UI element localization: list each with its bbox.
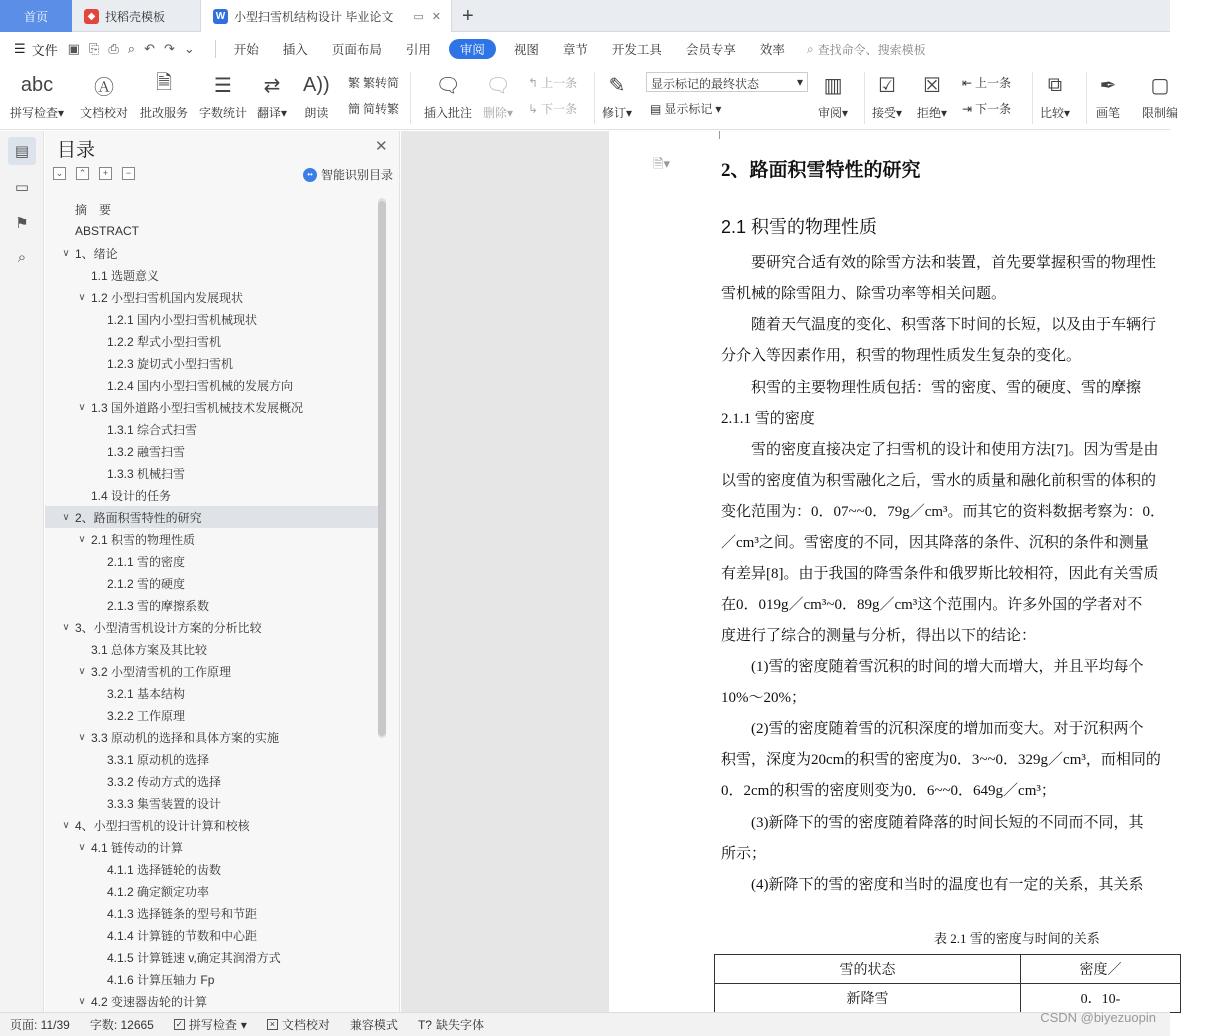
track-changes-label: 修订 <box>602 106 627 120</box>
chevron-down-icon[interactable]: ∨ <box>78 665 86 677</box>
smart-toc-icon: •• <box>303 168 317 182</box>
toc-item-label: 4.1.3 选择链条的型号和节距 <box>107 906 258 921</box>
toc-item[interactable] <box>45 242 380 264</box>
toc-item[interactable] <box>45 572 380 594</box>
docer-logo-icon: ◆ <box>84 9 99 24</box>
restrict-edit-label: 限制编 <box>1142 106 1179 120</box>
toc-item[interactable] <box>45 682 380 704</box>
missing-font-icon: T? <box>417 1017 432 1032</box>
toc-item-label: 1.3.2 融雪扫雪 <box>107 444 186 459</box>
word-doc-icon: W <box>213 9 228 24</box>
batch-service-label: 批改服务 <box>140 106 189 120</box>
chevron-down-icon[interactable]: ∨ <box>62 819 70 831</box>
paragraph-line: 度进行了综合的测量与分析，得出以下的结论： <box>721 628 1037 644</box>
file-menu-label: 文件 <box>31 42 58 58</box>
accept-button[interactable]: ☑ 接受▾ <box>872 70 902 121</box>
table-row <box>715 984 1181 1013</box>
paragraph-line: 积雪，深度为20cm的积雪的密度为0．3~~0．329g／cm³，而相同的 <box>721 752 1161 768</box>
toc-item-label: ABSTRACT <box>75 224 140 238</box>
paragraph-line: 以雪的密度值为积雪融化之后，雪水的质量和融化前积雪的体积的 <box>721 473 1157 489</box>
review-pane-label: 审阅 <box>818 106 843 120</box>
paragraph-line: 10%～20%； <box>721 690 806 706</box>
toc-item-label: 3.2.1 基本结构 <box>107 686 186 701</box>
toc-panel-icon[interactable]: ▤ <box>8 137 36 165</box>
toc-item-label: 3.3.2 传动方式的选择 <box>107 774 222 789</box>
toc-item-label: 2.1.1 雪的密度 <box>107 554 186 569</box>
close-icon[interactable]: ✕ <box>375 138 388 155</box>
density-table <box>714 954 1181 1013</box>
menu-efficiency[interactable]: 效率 <box>759 43 785 57</box>
compare-label: 比较 <box>1040 106 1065 120</box>
toc-item[interactable] <box>45 770 380 792</box>
toc-item[interactable] <box>45 792 380 814</box>
prev-change-icon: ⇤ <box>962 75 973 90</box>
toc-item-label: 1.2.3 旋切式小型扫雪机 <box>107 356 234 371</box>
paragraph-line: ／cm³之间。雪密度的不同，因其降落的条件、沉积的条件和测量 <box>721 535 1149 551</box>
menu-developer[interactable]: 开发工具 <box>611 43 662 57</box>
toc-item-label: 1.2.4 国内小型扫雪机械的发展方向 <box>107 378 294 393</box>
page-count[interactable]: 页面: 11/39 <box>10 1018 70 1032</box>
paragraph-line: 随着天气温度的变化、积雪落下时间的长短，以及由于车辆行 <box>751 317 1157 333</box>
spellcheck-button[interactable]: abc 拼写检查▾ <box>10 70 64 121</box>
review-ribbon <box>0 66 1179 130</box>
chevron-down-icon[interactable]: ∨ <box>62 511 70 523</box>
toc-item[interactable] <box>45 814 380 836</box>
spellcheck-label: 拼写检查 <box>10 106 59 120</box>
toc-item[interactable] <box>45 330 380 352</box>
track-changes-icon: ✎ <box>608 74 626 97</box>
chapter-nav-icon[interactable]: ▭ <box>14 179 30 196</box>
show-markup-icon: ▤ <box>650 101 662 116</box>
track-changes-button[interactable]: ✎ 修订▾ <box>602 70 632 121</box>
simp-to-trad-button[interactable] <box>348 100 399 117</box>
pen-icon: ✒ <box>1099 74 1117 97</box>
translate-label: 翻译 <box>257 106 282 120</box>
toc-item[interactable] <box>45 858 380 880</box>
show-markup-label: 显示标记 <box>664 102 713 116</box>
quick-access-toolbar <box>68 41 209 57</box>
tab-home[interactable] <box>0 0 72 32</box>
watermark: CSDN @biyezuopin <box>1040 1010 1156 1025</box>
doccheck-label: 文档校对 <box>80 106 129 120</box>
toc-item-label: 1.2.1 国内小型扫雪机械现状 <box>107 312 258 327</box>
markup-mode-select[interactable] <box>646 72 808 92</box>
reject-label: 拒绝 <box>917 106 942 120</box>
tab-bar <box>0 0 1170 32</box>
toc-item-label: 3.3.3 集雪装置的设计 <box>107 796 222 811</box>
document-area <box>401 131 1170 1012</box>
restrict-edit-button[interactable] <box>1142 70 1178 121</box>
ribbon-separator <box>410 72 411 124</box>
translate-icon: ⇄ <box>263 74 281 97</box>
toc-item[interactable] <box>45 836 380 858</box>
paragraph-line: 积雪的主要物理性质包括：雪的密度、雪的硬度、雪的摩擦 <box>751 380 1142 396</box>
chevron-down-icon[interactable]: ∨ <box>78 841 86 853</box>
toc-item[interactable] <box>45 396 380 418</box>
toc-item-label: 1.3.1 综合式扫雪 <box>107 422 198 437</box>
smart-toc-button[interactable] <box>303 166 393 183</box>
toc-item-label: 1.4 设计的任务 <box>91 488 172 503</box>
heading-chapter: 2、路面积雪特性的研究 <box>721 160 921 181</box>
menu-start[interactable]: 开始 <box>233 43 259 57</box>
next-change-icon: ⇥ <box>962 101 973 116</box>
table-caption: 表 2.1 雪的密度与时间的关系 <box>934 931 1100 946</box>
reject-icon: ☒ <box>923 74 941 97</box>
trad-to-simp-icon: 繁 <box>348 76 361 90</box>
toc-item-label: 3.3 原动机的选择和具体方案的实施 <box>91 730 280 745</box>
toc-item[interactable] <box>45 748 380 770</box>
status-bar <box>0 1012 1170 1036</box>
spellcheck-toggle[interactable]: ✓ 拼写检查 ▾ <box>175 1017 247 1032</box>
tab-document-label: 小型扫雪机结构设计 毕业论文 <box>234 9 394 24</box>
toc-item[interactable] <box>45 286 380 308</box>
new-tab-button[interactable]: + <box>462 5 474 27</box>
toc-item-label: 1.2 小型扫雪机国内发展现状 <box>91 290 244 305</box>
chevron-down-icon[interactable]: ∨ <box>78 401 86 413</box>
delete-comment-button[interactable]: 🗨 删除▾ <box>483 70 513 121</box>
toc-item-label: 4.1.1 选择链轮的齿数 <box>107 862 222 877</box>
missing-font-button[interactable] <box>408 1016 494 1033</box>
insert-comment-button[interactable] <box>424 70 472 121</box>
read-aloud-button[interactable] <box>303 70 330 121</box>
next-change-label: 下一条 <box>975 102 1012 116</box>
toc-item[interactable] <box>45 616 380 638</box>
toc-item-label: 4、小型扫雪机的设计计算和校核 <box>75 818 250 833</box>
toc-item[interactable] <box>45 440 380 462</box>
chevron-down-icon[interactable]: ∨ <box>78 533 86 545</box>
delete-comment-label: 删除 <box>483 106 508 120</box>
doccheck-icon: Ⓐ <box>94 76 114 99</box>
smart-toc-label: 智能识别目录 <box>321 168 394 182</box>
ribbon-separator <box>1032 72 1033 124</box>
paragraph-line: (3)新降下的雪的密度随着降落的时间长短的不同而不同，其 <box>751 815 1144 831</box>
translate-button[interactable]: ⇄ 翻译▾ <box>257 70 287 121</box>
bookmark-icon[interactable]: ⚑ <box>15 215 29 232</box>
spellcheck-toggle-label: 拼写检查 <box>188 1018 237 1032</box>
export-pdf-icon[interactable]: ⎘ <box>88 41 100 56</box>
document-page[interactable] <box>609 131 1209 1012</box>
toc-item[interactable] <box>45 220 380 242</box>
missing-font-label: 缺失字体 <box>435 1018 484 1032</box>
next-comment-label: 下一条 <box>541 102 578 116</box>
chevron-down-icon[interactable]: ∨ <box>78 291 86 303</box>
trad-to-simp-label: 繁转简 <box>363 76 400 90</box>
toc-item[interactable] <box>45 902 380 924</box>
table-cell: 雪的状态 <box>715 955 1021 984</box>
compat-mode[interactable]: 兼容模式 <box>349 1018 398 1032</box>
chevron-down-icon[interactable]: ∨ <box>78 731 86 743</box>
paragraph-line: 雪机械的除雪阻力、除雪功率等相关问题。 <box>721 286 1007 302</box>
toc-item[interactable] <box>45 968 380 990</box>
insert-comment-icon: 🗨 <box>435 74 461 97</box>
toc-list <box>45 198 380 1012</box>
page-menu-icon[interactable]: 🗎▾ <box>653 156 670 171</box>
add-level-icon[interactable]: + <box>99 167 112 180</box>
toc-item-label: 4.2 变速器齿轮的计算 <box>91 994 208 1009</box>
toc-item-label: 3.2 小型清雪机的工作原理 <box>91 664 232 679</box>
table-cell: 密度／ <box>1021 955 1181 984</box>
toc-item-label: 3、小型清雪机设计方案的分析比较 <box>75 620 262 635</box>
pen-button[interactable] <box>1096 70 1120 121</box>
doccheck-button[interactable] <box>80 70 128 121</box>
prev-comment-button[interactable] <box>528 74 577 91</box>
delete-comment-icon: 🗨 <box>485 74 511 97</box>
table-cell: 0．10- <box>1021 984 1181 1013</box>
menu-bar <box>0 32 1170 66</box>
doccheck-status-label: 文档校对 <box>281 1018 330 1032</box>
accept-icon: ☑ <box>878 74 896 97</box>
toc-item-label: 2.1.3 雪的摩擦系数 <box>107 598 210 613</box>
heading-section: 2.1 积雪的物理性质 <box>721 217 878 237</box>
toc-item[interactable] <box>45 198 380 220</box>
paragraph-line: (1)雪的密度随着雪沉积的时间的增大而增大，并且平均每个 <box>751 659 1144 675</box>
toc-item-label: 1.3 国外道路小型扫雪机械技术发展概况 <box>91 400 304 415</box>
toc-item[interactable] <box>45 308 380 330</box>
collapse-icon[interactable]: ⌃ <box>76 167 89 180</box>
wordcount-label: 字数统计 <box>199 106 248 120</box>
toc-item[interactable] <box>45 880 380 902</box>
restrict-edit-icon: ▢ <box>1150 74 1170 97</box>
toc-item-label: 2.1.2 雪的硬度 <box>107 576 186 591</box>
margin-marker <box>719 131 720 139</box>
toc-item-label: 2、路面积雪特性的研究 <box>75 510 202 525</box>
print-preview-icon[interactable]: ⌕ <box>127 41 136 56</box>
toc-title: 目录 <box>57 140 96 161</box>
toc-item-label: 4.1 链传动的计算 <box>91 840 184 855</box>
paragraph-line: 2.1.1 雪的密度 <box>721 411 815 427</box>
simp-to-trad-icon: 簡 <box>348 102 361 116</box>
toc-item-label: 摘 要 <box>75 202 112 217</box>
next-comment-icon: ↳ <box>528 101 539 116</box>
toc-item-label: 3.2.2 工作原理 <box>107 708 186 723</box>
paragraph-line: 分介入等因素作用，积雪的物理性质发生复杂的变化。 <box>721 348 1082 364</box>
compare-icon: ⧉ <box>1047 73 1063 96</box>
toc-item[interactable] <box>45 594 380 616</box>
undo-icon[interactable]: ↶ <box>144 41 155 56</box>
read-aloud-label: 朗读 <box>304 106 329 120</box>
doccheck-status-icon: × <box>267 1019 278 1030</box>
read-aloud-icon: A)) <box>303 73 330 96</box>
toc-item[interactable] <box>45 660 380 682</box>
show-markup-button[interactable]: ▤ 显示标记 ▾ <box>650 101 722 116</box>
print-icon[interactable]: ⎙ <box>108 41 119 56</box>
compare-button[interactable]: ⧉ 比较▾ <box>1040 70 1070 121</box>
toc-item[interactable] <box>45 924 380 946</box>
ribbon-separator <box>864 72 865 124</box>
command-search[interactable] <box>807 41 926 58</box>
tab-document[interactable] <box>200 0 452 32</box>
accept-label: 接受 <box>872 106 897 120</box>
toc-item-label: 3.1 总体方案及其比较 <box>91 642 208 657</box>
toc-toolbar <box>53 167 135 180</box>
markup-mode-value: 显示标记的最终状态 <box>651 77 760 91</box>
tab-home-label: 首页 <box>23 9 48 24</box>
prev-comment-icon: ↰ <box>528 75 539 90</box>
paragraph-line: 要研究合适有效的除雪方法和装置，首先要掌握积雪的物理性 <box>751 255 1157 271</box>
toc-item[interactable] <box>45 462 380 484</box>
paragraph-line: 所示； <box>721 846 767 862</box>
menu-review[interactable]: 审阅 <box>449 39 496 59</box>
trad-to-simp-button[interactable] <box>348 74 399 91</box>
toc-item[interactable] <box>45 418 380 440</box>
toc-item-label: 4.1.2 确定额定功率 <box>107 884 210 899</box>
review-pane-button[interactable]: ▥ 审阅▾ <box>818 70 848 121</box>
toc-item[interactable] <box>45 484 380 506</box>
toc-item[interactable] <box>45 990 380 1012</box>
redo-icon[interactable]: ↷ <box>163 41 175 56</box>
paragraph-line: 在0．019g／cm³~0．89g／cm³这个范围内。许多外国的学者对不 <box>721 597 1143 613</box>
tab-screen-icon[interactable]: ▭ <box>413 10 424 23</box>
batch-service-icon: 🗎 <box>155 72 173 94</box>
toc-item-label: 1.3.3 机械扫雪 <box>107 466 186 481</box>
insert-comment-label: 插入批注 <box>424 106 473 120</box>
toc-item-label: 4.1.5 计算链速 v,确定其润滑方式 <box>107 950 281 965</box>
chevron-down-icon[interactable]: ∨ <box>62 621 70 633</box>
toc-item-label: 1.2.2 犁式小型扫雪机 <box>107 334 222 349</box>
chevron-down-icon[interactable]: ∨ <box>78 995 86 1007</box>
ribbon-separator <box>1086 72 1087 124</box>
prev-change-button[interactable] <box>962 74 1011 91</box>
toc-item[interactable] <box>45 550 380 572</box>
spellcheck-icon: abc <box>20 73 54 96</box>
prev-comment-label: 上一条 <box>541 76 578 90</box>
reject-button[interactable]: ☒ 拒绝▾ <box>917 70 947 121</box>
paragraph-line: 雪的密度直接决定了扫雪机的设计和使用方法[7]。因为雪是由 <box>751 442 1159 458</box>
toc-item-label: 1.1 选题意义 <box>91 268 160 283</box>
save-icon[interactable]: ▣ <box>67 41 80 56</box>
table-cell: 新降雪 <box>715 984 1021 1013</box>
toc-item[interactable] <box>45 374 380 396</box>
toc-item-label: 4.1.4 计算链的节数和中心距 <box>107 928 258 943</box>
navigation-strip <box>0 131 44 1012</box>
chevron-down-icon[interactable]: ∨ <box>62 247 70 259</box>
remove-level-icon[interactable]: − <box>122 167 135 180</box>
paragraph-line: (4)新降下的雪的密度和当时的温度也有一定的关系，其关系 <box>751 877 1144 893</box>
menu-layout[interactable]: 页面布局 <box>331 43 382 57</box>
toc-item[interactable] <box>45 528 380 550</box>
next-change-button[interactable] <box>962 100 1011 117</box>
file-menu[interactable] <box>0 40 68 59</box>
search-icon[interactable]: ⌕ <box>17 248 27 266</box>
toc-item-label: 3.3.1 原动机的选择 <box>107 752 210 767</box>
toc-scroll-thumb[interactable] <box>378 201 386 736</box>
paragraph-line: (2)雪的密度随着雪的沉积深度的增加而变大。对于沉积两个 <box>751 721 1144 737</box>
checkbox-icon: ✓ <box>175 1019 184 1029</box>
toc-item[interactable] <box>45 352 380 374</box>
toc-item[interactable] <box>45 946 380 968</box>
menu-member[interactable]: 会员专享 <box>685 43 736 57</box>
review-pane-icon: ▥ <box>823 74 843 97</box>
wordcount-button[interactable] <box>199 70 247 121</box>
doccheck-status[interactable] <box>257 1016 340 1033</box>
prev-change-label: 上一条 <box>975 76 1012 90</box>
wordcount-icon: ☰ <box>214 74 232 97</box>
simp-to-trad-label: 简转繁 <box>363 102 400 116</box>
toc-panel <box>45 131 400 1012</box>
paragraph-line: 变化范围为：0．07~~0．79g／cm³。而其它的资料数据考察为：0． <box>721 504 1166 520</box>
tab-close-icon[interactable]: ✕ <box>431 10 441 23</box>
paragraph-line: 0．2cm的积雪的密度则变为0．6~~0．649g／cm³； <box>721 783 1056 799</box>
expand-icon[interactable]: ⌄ <box>53 167 66 180</box>
pen-label: 画笔 <box>1096 106 1121 120</box>
search-icon: ⌕ <box>806 41 814 56</box>
paragraph-line: 有差异[8]。由于我国的降雪条件和俄罗斯比较相符，因此有关雪质 <box>721 566 1159 582</box>
toc-item-label: 2.1 积雪的物理性质 <box>91 532 196 547</box>
batch-service-button[interactable] <box>140 70 188 121</box>
toc-item[interactable] <box>45 506 380 528</box>
word-count[interactable]: 字数: 12665 <box>89 1018 154 1032</box>
toc-item[interactable] <box>45 704 380 726</box>
menu-view[interactable]: 视图 <box>513 43 539 57</box>
toc-item-label: 1、绪论 <box>75 246 118 261</box>
toc-item[interactable] <box>45 264 380 286</box>
chevron-down-icon: ▾ <box>796 75 803 89</box>
toc-item-label: 4.1.6 计算压轴力 Fp <box>107 972 215 987</box>
menu-insert[interactable]: 插入 <box>282 43 308 57</box>
hamburger-icon: ☰ <box>14 41 26 56</box>
next-comment-button[interactable] <box>528 100 577 117</box>
more-quick-icon[interactable]: ⌄ <box>183 41 195 56</box>
menu-section[interactable]: 章节 <box>562 43 588 57</box>
table-row <box>715 955 1181 984</box>
menu-reference[interactable]: 引用 <box>405 43 431 57</box>
tab-template-label: 找稻壳模板 <box>105 9 166 24</box>
ribbon-separator <box>594 72 595 124</box>
tab-template[interactable] <box>72 0 200 32</box>
toc-item[interactable] <box>45 638 380 660</box>
menu-separator <box>215 40 216 58</box>
command-search-placeholder: 查找命令、搜索模板 <box>817 42 926 57</box>
toc-item[interactable] <box>45 726 380 748</box>
